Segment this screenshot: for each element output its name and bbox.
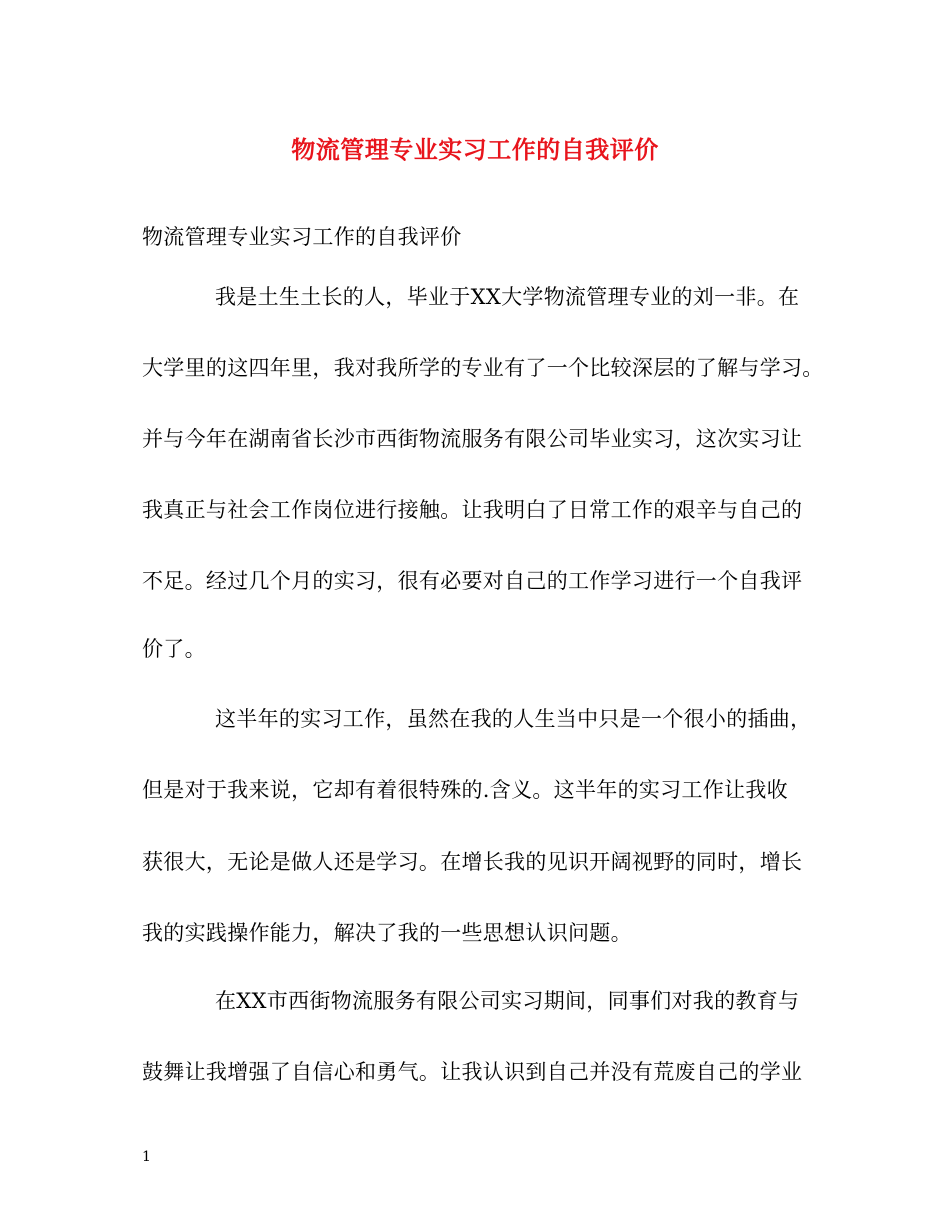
paragraph-line: 在XX市西街物流服务有限公司实习期间，同事们对我的教育与 (215, 989, 800, 1013)
paragraph-line: 不足。经过几个月的实习，很有必要对自己的工作学习进行一个自我评 (142, 569, 803, 593)
paragraph-line: 但是对于我来说，它却有着很特殊的.含义。这半年的实习工作让我收 (142, 778, 788, 802)
paragraph-line: 价了。 (142, 637, 206, 661)
document-title: 物流管理专业实习工作的自我评价 (291, 135, 659, 164)
paragraph-line: 大学里的这四年里，我对我所学的专业有了一个比较深层的了解与学习。 (142, 356, 824, 380)
page-number: 1 (142, 1149, 151, 1165)
paragraph-line: 我真正与社会工作岗位进行接触。让我明白了日常工作的艰辛与自己的 (142, 498, 803, 522)
document-subtitle: 物流管理专业实习工作的自我评价 (142, 225, 462, 249)
paragraph-line: 鼓舞让我增强了自信心和勇气。让我认识到自己并没有荒废自己的学业 (142, 1060, 803, 1084)
paragraph-line: 并与今年在湖南省长沙市西街物流服务有限公司毕业实习，这次实习让 (142, 427, 803, 451)
paragraph-line: 获很大，无论是做人还是学习。在增长我的见识开阔视野的同时，增长 (142, 850, 803, 874)
paragraph-line: 我的实践操作能力，解决了我的一些思想认识问题。 (142, 921, 632, 945)
paragraph-line: 我是土生土长的人，毕业于XX大学物流管理专业的刘一非。在 (215, 285, 800, 309)
paragraph-line: 这半年的实习工作，虽然在我的人生当中只是一个很小的插曲， (215, 707, 812, 731)
